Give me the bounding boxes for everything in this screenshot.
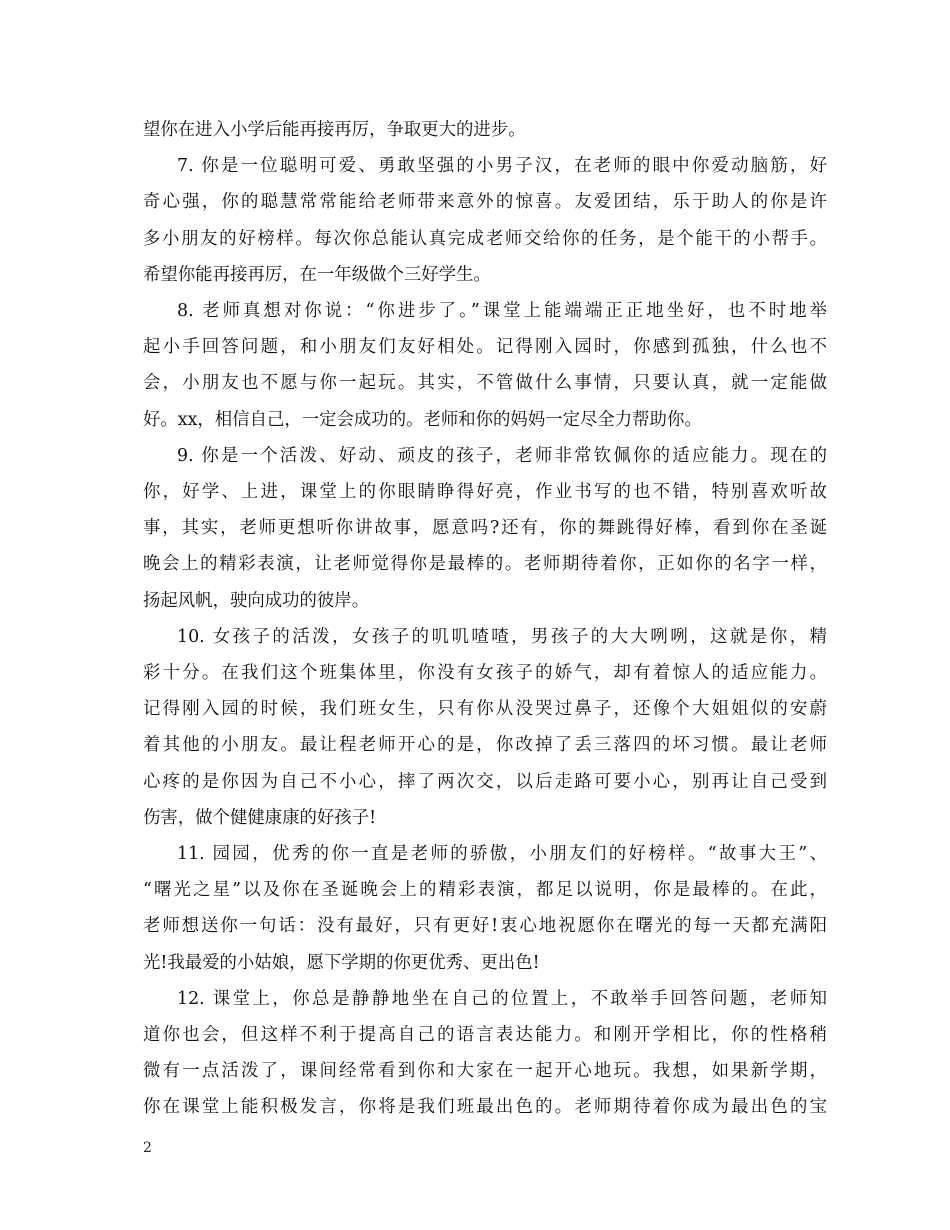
- paragraph-line: 记得刚入园的时候，我们班女生，只有你从没哭过鼻子，还像个大姐姐似的安蔚: [143, 699, 827, 720]
- paragraph-line: 老师想送你一句话：没有最好，只有更好!衷心地祝愿你在曙光的每一天都充满阳: [143, 916, 827, 937]
- paragraph-first-line: 7. 你是一位聪明可爱、勇敢坚强的小男子汉，在老师的眼中你爱动脑筋，好: [177, 156, 827, 177]
- paragraph-line: 晚会上的精彩表演，让老师觉得你是最棒的。老师期待着你，正如你的名字一样，: [143, 554, 827, 575]
- paragraph-line: 光!我最爱的小姑娘，愿下学期的你更优秀、更出色!: [143, 952, 540, 973]
- paragraph-line: 奇心强，你的聪慧常常能给老师带来意外的惊喜。友爱团结，乐于助人的你是许: [143, 192, 827, 213]
- paragraph-line: 你在课堂上能积极发言，你将是我们班最出色的。老师期待着你成为最出色的宝: [143, 1097, 827, 1118]
- paragraph-first-line: 8. 老师真想对你说：“你进步了。”课堂上能端端正正地坐好，也不时地举: [177, 301, 827, 321]
- paragraph-line: 起小手回答问题，和小朋友们友好相处。记得刚入园时，你感到孤独，什么也不: [143, 337, 827, 358]
- paragraph-line: 道你也会，但这样不利于提高自己的语言表达能力。和刚开学相比，你的性格稍: [143, 1025, 827, 1045]
- paragraph-line: 希望你能再接再厉，在一年级做个三好学生。: [143, 264, 491, 285]
- paragraph-line: 事，其实，老师更想听你讲故事，愿意吗?还有，你的舞跳得好棒，看到你在圣诞: [143, 518, 827, 539]
- paragraph-line: 着其他的小朋友。最让程老师开心的是，你改掉了丢三落四的坏习惯。最让老师: [143, 735, 827, 756]
- paragraph-line: 你，好学、上进，课堂上的你眼睛睁得好亮，作业书写的也不错，特别喜欢听故: [143, 482, 827, 502]
- paragraph-line: 微有一点活泼了，课间经常看到你和大家在一起开心地玩。我想，如果新学期，: [143, 1061, 827, 1082]
- page-number: 2: [143, 1140, 152, 1156]
- paragraph-line: 心疼的是你因为自己不小心，摔了两次交，以后走路可要小心，别再让自己受到: [143, 771, 827, 792]
- paragraph-first-line: 12. 课堂上，你总是静静地坐在自己的位置上，不敢举手回答问题，老师知: [177, 988, 827, 1009]
- paragraph-line: 伤害，做个健健康康的好孩子!: [143, 807, 377, 828]
- paragraph-line: “曙光之星”以及你在圣诞晚会上的精彩表演，都足以说明，你是最棒的。在此，: [143, 880, 827, 901]
- paragraph-line: 多小朋友的好榜样。每次你总能认真完成老师交给你的任务，是个能干的小帮手。: [143, 228, 827, 249]
- paragraph-line: 好。xx，相信自己，一定会成功的。老师和你的妈妈一定尽全力帮助你。: [143, 409, 702, 430]
- paragraph-first-line: 10. 女孩子的活泼，女孩子的叽叽喳喳，男孩子的大大咧咧，这就是你，精: [177, 626, 827, 647]
- paragraph-line: 扬起风帆，驶向成功的彼岸。: [143, 590, 370, 611]
- paragraph-line: 会，小朋友也不愿与你一起玩。其实，不管做什么事情，只要认真，就一定能做: [143, 373, 827, 394]
- paragraph-first-line: 11. 园园，优秀的你一直是老师的骄傲，小朋友们的好榜样。“故事大王”、: [177, 844, 827, 864]
- paragraph-first-line: 9. 你是一个活泼、好动、顽皮的孩子，老师非常钦佩你的适应能力。现在的: [177, 445, 827, 466]
- paragraph-line: 彩十分。在我们这个班集体里，你没有女孩子的娇气，却有着惊人的适应能力。: [143, 663, 827, 683]
- paragraph-line: 望你在进入小学后能再接再厉，争取更大的进步。: [143, 120, 526, 140]
